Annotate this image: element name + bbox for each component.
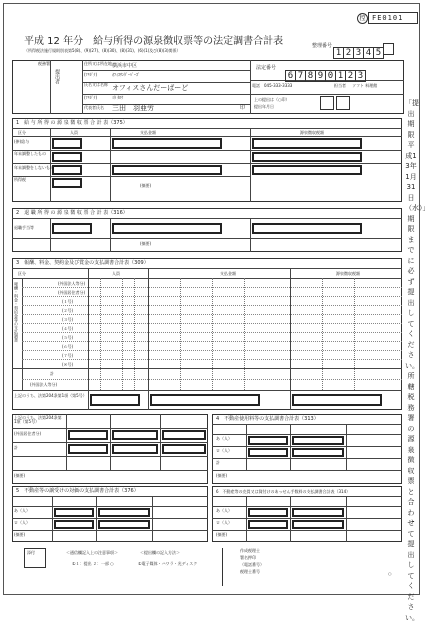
input-kingaku[interactable] bbox=[112, 138, 222, 149]
col-header: 区分 bbox=[18, 271, 26, 276]
input-ninzu[interactable] bbox=[52, 152, 82, 162]
seiri-digit: 1 bbox=[333, 47, 344, 59]
input-ninzu[interactable] bbox=[248, 448, 288, 457]
col-header: 源泉徴収税額 bbox=[300, 130, 324, 135]
input-ninzu[interactable] bbox=[68, 444, 108, 454]
form-code: FE0101 bbox=[372, 14, 404, 22]
input-ninzu[interactable] bbox=[52, 223, 92, 234]
input-ninzu[interactable] bbox=[52, 165, 82, 175]
col-header: 区分 bbox=[18, 130, 26, 135]
tel-label: 電話 bbox=[252, 83, 260, 88]
section-6-title: 6 不動産等の売買又は貸付けのあっせん手数料の支払調書合計表（314） bbox=[216, 489, 351, 494]
footer-right1: 作成税理士 bbox=[240, 548, 260, 553]
section-2-title: 2 退 職 所 得 の 源 泉 徴 収 票 合 計 表（316） bbox=[16, 210, 128, 216]
section-4-title: 4 不動産使用料等の支払調書合計表（313） bbox=[216, 416, 319, 422]
section-1-title: 1 給 与 所 得 の 源 泉 徴 収 票 合 計 表（375） bbox=[16, 120, 128, 126]
input-kingaku[interactable] bbox=[150, 394, 260, 406]
row-label: (４号) bbox=[62, 326, 74, 331]
col-header: 人員 bbox=[70, 130, 78, 135]
row-label: あ（人） bbox=[216, 436, 232, 441]
col-header: 人員 bbox=[112, 271, 120, 276]
name-value[interactable]: オフィスさんだーばーど bbox=[112, 84, 189, 92]
input-ninzu[interactable] bbox=[52, 138, 82, 149]
row-label: ロ（人） bbox=[14, 520, 30, 525]
attach-label: 添付 bbox=[27, 550, 35, 555]
kana-name[interactable]: ｵﾌｨｽｻﾝﾀﾞｰﾊﾞｰｽﾞ bbox=[112, 72, 140, 77]
seiri-digit bbox=[383, 43, 394, 55]
footer-note2: ＜提出欄の記入方法＞ bbox=[140, 550, 180, 555]
input-kingaku[interactable] bbox=[292, 508, 344, 517]
check-box[interactable] bbox=[336, 96, 350, 110]
row-label: (３号) bbox=[62, 317, 74, 322]
row-label: (俸)給与 bbox=[14, 139, 30, 144]
input-kingaku[interactable] bbox=[112, 430, 158, 440]
rep-kana[interactable]: ﾐﾀ ﾀﾛｳ bbox=[112, 95, 124, 100]
seiri-digit: 4 bbox=[363, 47, 374, 59]
tantou-label: 担当者 bbox=[334, 83, 346, 88]
input-kingaku[interactable] bbox=[292, 448, 344, 457]
bango-digit: 1 bbox=[335, 70, 346, 82]
row-label: (外国法人等分) bbox=[30, 382, 58, 387]
teishutsu-side: 提出者 bbox=[54, 69, 60, 84]
tekiyo-label: (摘要) bbox=[14, 473, 26, 478]
col-header: 支払金額 bbox=[140, 130, 156, 135]
input-ninzu[interactable] bbox=[248, 508, 288, 517]
row-label: (２号) bbox=[62, 308, 74, 313]
input-kingaku[interactable] bbox=[292, 520, 344, 529]
tekiyo-label: (摘要) bbox=[216, 473, 228, 478]
row-label: (８号) bbox=[62, 362, 74, 367]
rep-value[interactable]: 三田 羽亜労 bbox=[112, 104, 154, 112]
row-label: 計 bbox=[216, 460, 220, 465]
input-kingaku[interactable] bbox=[98, 508, 150, 517]
bango-digit: 2 bbox=[345, 70, 356, 82]
seiri-digits[interactable] bbox=[334, 40, 394, 59]
tantou-value[interactable]: ソフト 料理館 bbox=[352, 83, 378, 88]
footer-right3: （電話番号） bbox=[240, 562, 264, 567]
seiri-digit: 3 bbox=[353, 47, 364, 59]
row-label: 計 bbox=[14, 445, 18, 450]
bango-label: 法定番号 bbox=[256, 65, 277, 71]
row-label: 年末調整したもの bbox=[14, 151, 46, 156]
footer-note4: ①電子媒体・ハワラ・光ディスク bbox=[138, 561, 198, 566]
row-label: あ（人） bbox=[216, 508, 232, 513]
footer-right4: 税理士番号 bbox=[240, 569, 260, 574]
juusho-label: 住所又は所在地 bbox=[84, 61, 112, 66]
input-kingaku[interactable] bbox=[292, 436, 344, 445]
input-zei[interactable] bbox=[162, 444, 206, 454]
row-label: (７号) bbox=[62, 353, 74, 358]
tel-value[interactable]: 045-333-3333 bbox=[264, 83, 293, 88]
s3-side-label: 報酬・料金・契約金等の支払調書 bbox=[14, 282, 19, 342]
input-zei[interactable] bbox=[252, 138, 362, 149]
input-zei[interactable] bbox=[252, 165, 362, 175]
input-kingaku[interactable] bbox=[112, 165, 222, 175]
row-label: (６号) bbox=[62, 344, 74, 349]
input-kingaku[interactable] bbox=[112, 444, 158, 454]
row-label: 退職手当等 bbox=[14, 225, 34, 230]
input-ninzu[interactable] bbox=[248, 520, 288, 529]
form-code-box bbox=[368, 12, 418, 24]
row-label: (外国居住者分) bbox=[58, 290, 86, 295]
input-zei[interactable] bbox=[252, 152, 362, 162]
tekiyo-label: (摘要) bbox=[216, 532, 228, 537]
bango-digit: 8 bbox=[305, 70, 316, 82]
extra-label: 上の提出は（○印） bbox=[254, 97, 290, 102]
name-label: 氏名又は名称 bbox=[84, 82, 108, 87]
input-kingaku[interactable] bbox=[112, 223, 222, 234]
row-label: ロ（人） bbox=[216, 520, 232, 525]
s4a-note: 上記のうち、法第204条第1項（第5号） bbox=[14, 415, 62, 424]
seiri-digit: 2 bbox=[343, 47, 354, 59]
rep-label: 代表者氏名 bbox=[84, 105, 104, 110]
seal-mark: 印 bbox=[240, 105, 246, 111]
section-5-title: 5 不動産等の譲受けの対価の支払調書合計表（376） bbox=[16, 488, 139, 494]
bango-digit: 3 bbox=[355, 70, 366, 82]
ado-label: 提出年月日 bbox=[254, 104, 274, 109]
row-label: あ（人） bbox=[14, 508, 30, 513]
footer-note3: ①１：提出 ２：一部 ○ bbox=[72, 561, 114, 566]
input-zei[interactable] bbox=[252, 223, 362, 234]
tekiyo-label: (摘要) bbox=[14, 532, 26, 537]
page-subtitle: （所得税法施行規則別表第5(8)、(9)(27)、(8)(30)、(8)(31)、(6)(1)及び(8)(3)関係） bbox=[24, 48, 181, 53]
side-note: 「提出期限 平成13年1月31日（水）」期限までに必ず提出してください。所轄税務署の源泉徴収票と合わせて提出してください。 bbox=[405, 99, 430, 622]
col-header: 支払金額 bbox=[220, 271, 236, 276]
taxoffice-label: 税務署 bbox=[38, 61, 50, 66]
footer-right2: 署名押印 bbox=[240, 555, 256, 560]
tekiyo-label: (摘要) bbox=[140, 241, 152, 246]
input-ninzu[interactable] bbox=[248, 436, 288, 445]
input-ninzu[interactable] bbox=[68, 430, 108, 440]
input-zei[interactable] bbox=[162, 430, 206, 440]
input-ninzu[interactable] bbox=[90, 394, 140, 406]
page-title: 平成 12 年分 給与所得の源泉徴収票等の法定調書合計表 bbox=[24, 36, 284, 47]
kana-label: (ﾌﾘｶﾞﾅ) bbox=[84, 72, 98, 77]
row-label: (外国居住者分) bbox=[14, 431, 42, 436]
row-label: (５号) bbox=[62, 335, 74, 340]
bango-digits[interactable] bbox=[286, 63, 366, 82]
input-ninzu[interactable] bbox=[54, 508, 94, 517]
juusho-value[interactable]: 横浜市中区 bbox=[112, 63, 138, 69]
footer-bracket bbox=[222, 548, 223, 586]
row-label: 年末調整をしないもの bbox=[14, 165, 54, 170]
seiri-digit: 5 bbox=[373, 47, 384, 59]
bango-digit: 9 bbox=[315, 70, 326, 82]
row-label: (外国法人等分) bbox=[58, 281, 86, 286]
attach-box[interactable] bbox=[24, 548, 46, 568]
tekiyo-label: (摘要) bbox=[140, 183, 152, 188]
input-ninzu[interactable] bbox=[54, 520, 94, 529]
input-ninzu[interactable] bbox=[52, 178, 82, 188]
seiri-label: 整理番号 bbox=[312, 43, 333, 49]
rep-kana-label: (ﾌﾘｶﾞﾅ) bbox=[84, 95, 98, 100]
input-zei[interactable] bbox=[292, 394, 382, 406]
row-label: (１号) bbox=[62, 299, 74, 304]
footer-note1: ＜通信欄記入上の注意事項＞ bbox=[66, 550, 118, 555]
s3-note: 上記のうち、法第204条第1項（第5号） bbox=[14, 393, 87, 398]
col-header: 源泉徴収税額 bbox=[336, 271, 360, 276]
bango-digit: 7 bbox=[295, 70, 306, 82]
row-label: ロ（人） bbox=[216, 448, 232, 453]
page-mark: ○ bbox=[388, 571, 392, 576]
row-label: 所得税 bbox=[14, 177, 26, 182]
bango-digit: 0 bbox=[325, 70, 336, 82]
row-label: 計 bbox=[50, 371, 54, 376]
section-3-title: 3 報酬、料金、契約金及び賞金の支払調書合計表（309） bbox=[16, 260, 149, 266]
check-box[interactable] bbox=[320, 96, 334, 110]
input-kingaku[interactable] bbox=[98, 520, 150, 529]
bango-digit: 6 bbox=[285, 70, 296, 82]
stamp-icon: 控 bbox=[357, 13, 368, 24]
